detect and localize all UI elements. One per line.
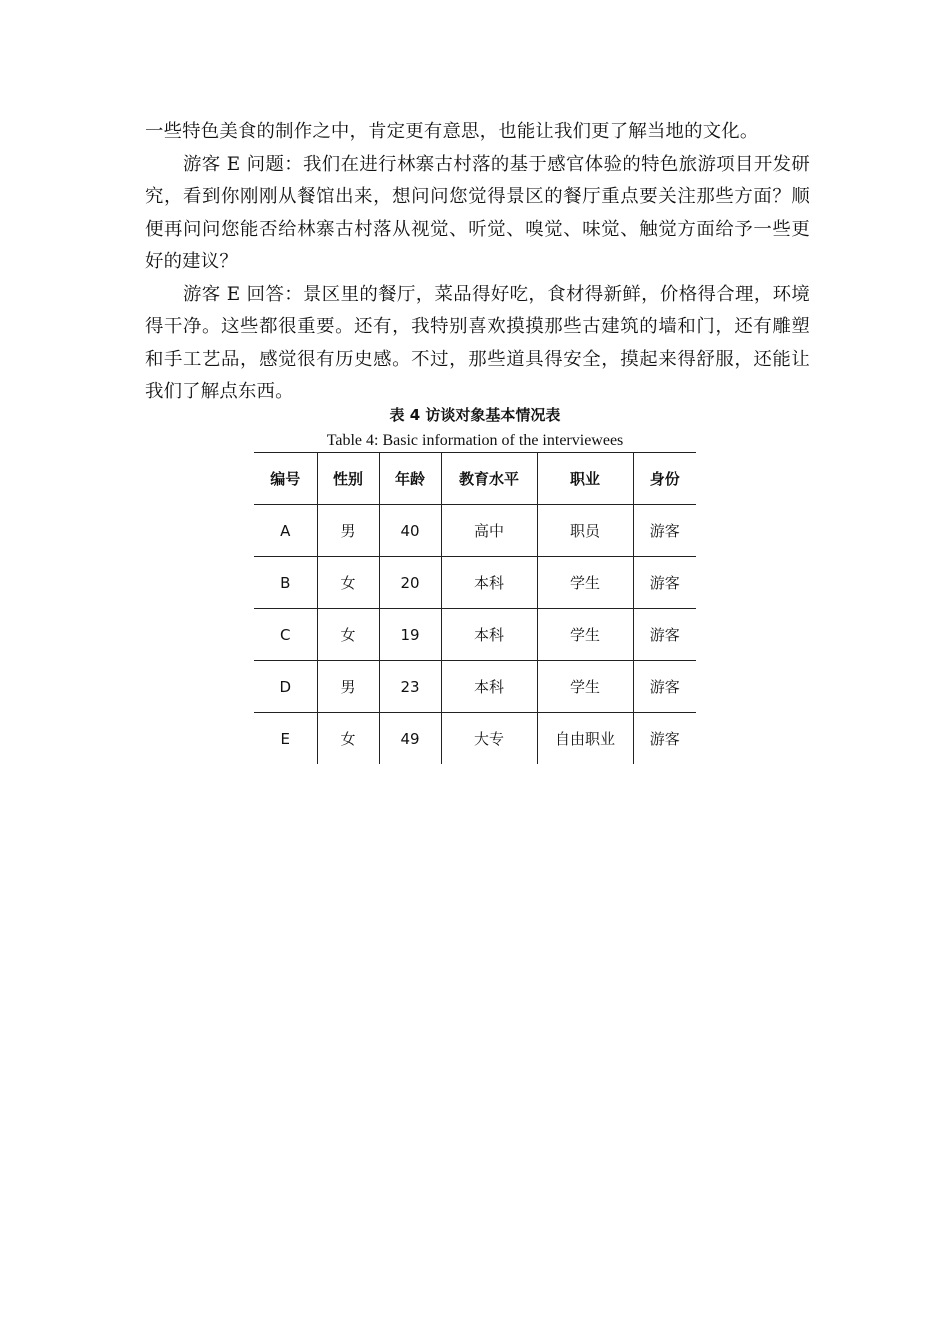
cell-occupation: 学生 — [537, 557, 633, 609]
cell-age: 20 — [379, 557, 441, 609]
paragraph-visitor-e-answer: 游客 E 回答：景区里的餐厅，菜品得好吃，食材得新鲜，价格得合理，环境得干净。这些都很重要。还有，我特别喜欢摸摸那些古建筑的墙和门，还有雕塑和手工艺品，感觉很有历史感。不过，那些道具得安全，摸起来得舒服，还能让我们了解点东西。 — [145, 283, 810, 402]
cell-education: 高中 — [441, 505, 537, 557]
interviewee-info-table — [254, 452, 696, 764]
cell-id: B — [254, 557, 317, 609]
cell-gender: 女 — [317, 713, 379, 765]
cell-age: 19 — [379, 609, 441, 661]
header-identity: 身份 — [649, 470, 680, 488]
header-occupation: 职业 — [537, 453, 633, 505]
table-header-row — [254, 453, 696, 505]
cell-age: 40 — [379, 505, 441, 557]
header-education: 教育水平 — [441, 453, 537, 505]
cell-gender: 男 — [317, 505, 379, 557]
paragraph-visitor-e-question: 游客 E 问题：我们在进行林寨古村落的基于感官体验的特色旅游项目开发研究，看到你刚刚从餐馆出来，想问问您觉得景区的餐厅重点要关注那些方面？顺便再问问您能否给林寨古村落从视觉、听觉、嗅觉、味觉、触觉方面给予一些更好的建议？ — [145, 153, 810, 272]
cell-age: 49 — [379, 713, 441, 765]
cell-identity: 游客 — [649, 730, 680, 748]
paragraph-continuation: 一些特色美食的制作之中，肯定更有意思，也能让我们更了解当地的文化。 — [145, 121, 759, 142]
cell-occupation: 学生 — [537, 661, 633, 713]
header-age: 年龄 — [379, 453, 441, 505]
cell-id: A — [254, 505, 317, 557]
table-caption-chinese: 表 4 访谈对象基本情况表 — [389, 406, 561, 424]
header-id: 编号 — [254, 453, 317, 505]
cell-occupation: 学生 — [537, 609, 633, 661]
cell-education: 本科 — [441, 609, 537, 661]
table-caption-english: Table 4: Basic information of the interviewees — [326, 432, 624, 449]
cell-gender: 女 — [317, 557, 379, 609]
table-row — [254, 505, 696, 557]
table-row — [254, 609, 696, 661]
cell-identity: 游客 — [649, 522, 680, 540]
cell-id: D — [254, 661, 317, 713]
header-gender: 性别 — [317, 453, 379, 505]
cell-occupation: 自由职业 — [537, 713, 633, 765]
table-row — [254, 713, 696, 765]
cell-gender: 男 — [317, 661, 379, 713]
cell-gender: 女 — [317, 609, 379, 661]
cell-id: E — [254, 713, 317, 765]
cell-education: 本科 — [441, 661, 537, 713]
cell-education: 本科 — [441, 557, 537, 609]
cell-identity: 游客 — [649, 626, 680, 644]
cell-age: 23 — [379, 661, 441, 713]
cell-identity: 游客 — [649, 678, 680, 696]
table-row — [254, 661, 696, 713]
cell-identity: 游客 — [649, 574, 680, 592]
table-row — [254, 557, 696, 609]
document-body — [145, 116, 810, 409]
cell-occupation: 职员 — [537, 505, 633, 557]
cell-id: C — [254, 609, 317, 661]
cell-education: 大专 — [441, 713, 537, 765]
